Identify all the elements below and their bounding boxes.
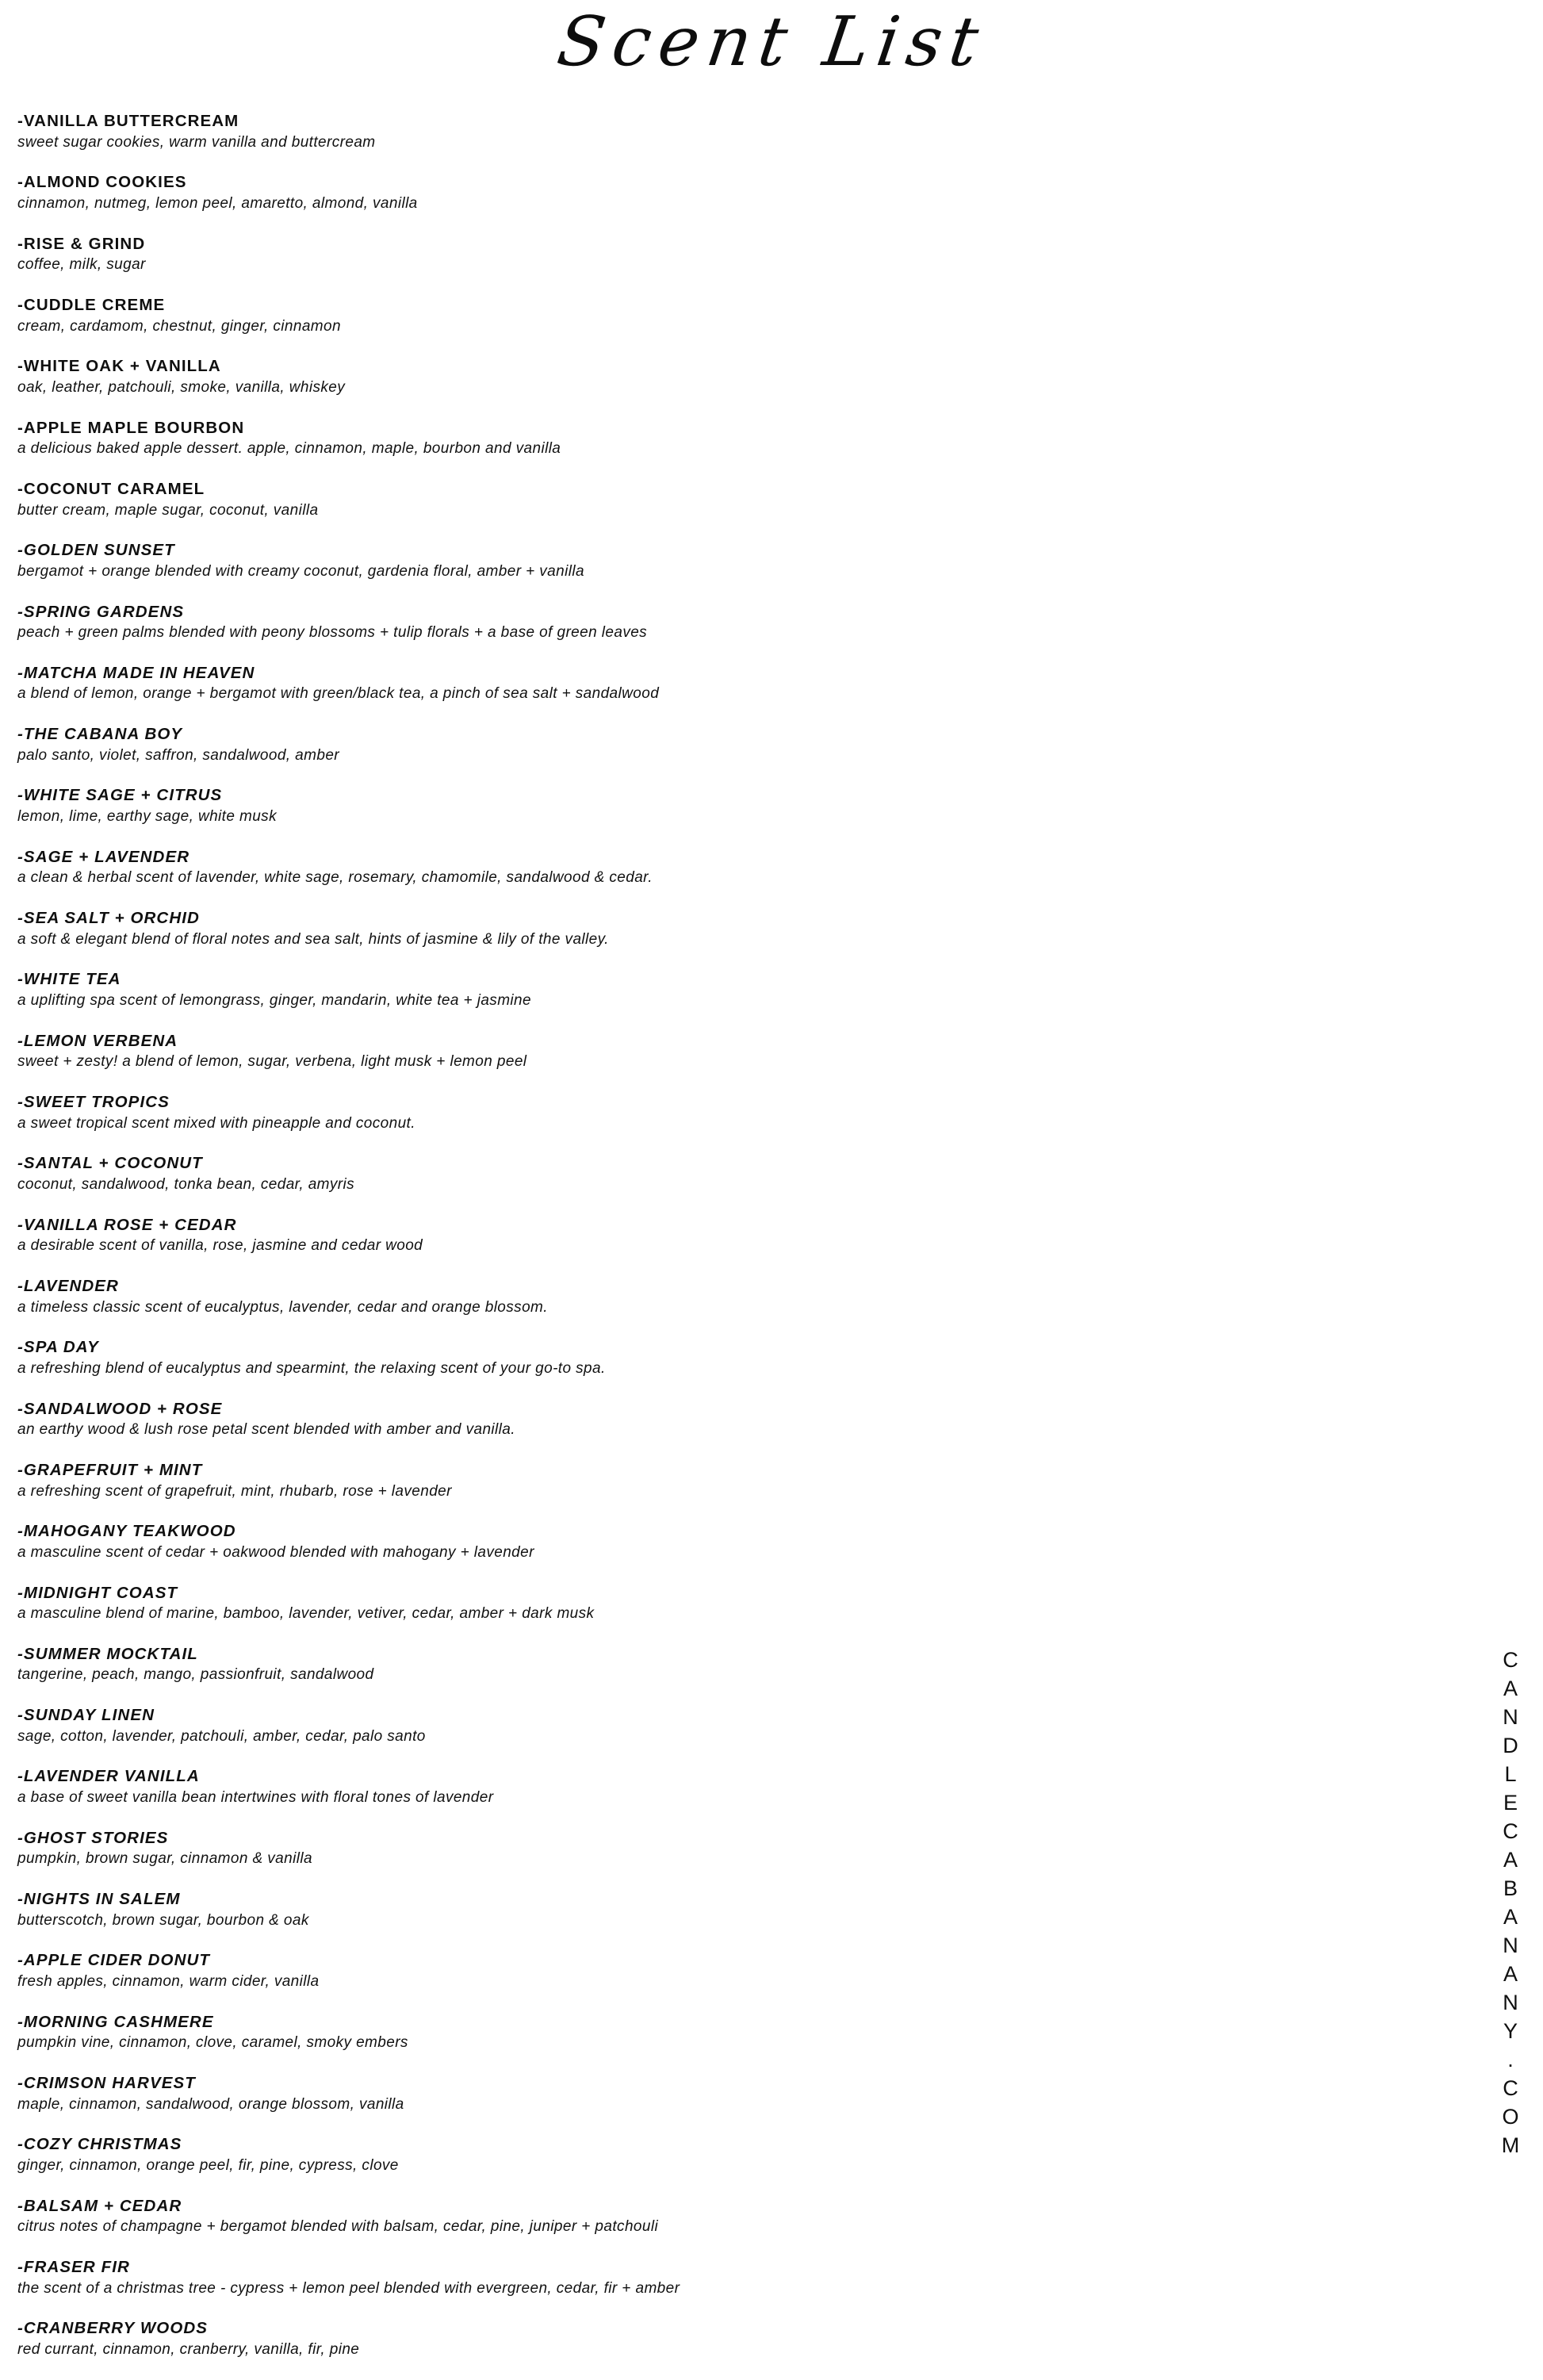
scent-name: -SEA SALT + ORCHID [17,909,200,928]
scent-entry [17,1521,1365,1562]
scent-name: -VANILLA ROSE + CEDAR [17,1215,237,1234]
scent-name: -NIGHTS IN SALEM [17,1890,181,1909]
scent-entry [17,1215,1365,1256]
scent-name: -SUNDAY LINEN [17,1706,155,1725]
scent-entry [17,969,1365,1010]
scent-entry [17,1766,1365,1807]
scent-entry [17,785,1365,826]
scent-entry [17,418,1365,459]
scent-entry [17,2073,1365,2114]
scent-entry [17,663,1365,704]
scent-description: lemon, lime, earthy sage, white musk [17,808,277,826]
scent-description: maple, cinnamon, sandalwood, orange blossom, vanilla [17,2095,404,2113]
scent-entry [17,1092,1365,1133]
scent-description: a blend of lemon, orange + bergamot with green/black tea, a pinch of sea salt + sandalwood [17,685,660,703]
scent-name: -ALMOND COOKIES [17,173,187,192]
scent-name: -SPA DAY [17,1338,99,1357]
scent-name: -VANILLA BUTTERCREAM [17,112,239,130]
scent-name: -SUMMER MOCKTAIL [17,1644,198,1663]
scent-name: -GOLDEN SUNSET [17,541,175,560]
scent-description: a base of sweet vanilla bean intertwines with floral tones of lavender [17,1789,494,1807]
scent-entry [17,1644,1365,1685]
scent-description: red currant, cinnamon, cranberry, vanilla, fir, pine [17,2340,360,2358]
scent-entry [17,172,1365,213]
scent-entry [17,1705,1365,1746]
website-url: CANDLECABANANY.COM [1499,1648,1522,2162]
scent-description: pumpkin, brown sugar, cinnamon & vanilla [17,1850,312,1868]
scent-name: -GHOST STORIES [17,1828,169,1847]
scent-name: -SWEET TROPICS [17,1093,170,1111]
scent-name: -WHITE OAK + VANILLA [17,357,221,376]
scent-description: a desirable scent of vanilla, rose, jasmine and cedar wood [17,1237,423,1255]
scent-entry [17,1828,1365,1869]
scent-description: tangerine, peach, mango, passionfruit, sandalwood [17,1666,374,1684]
scent-description: sweet + zesty! a blend of lemon, sugar, verbena, light musk + lemon peel [17,1053,527,1071]
scent-description: a masculine scent of cedar + oakwood blended with mahogany + lavender [17,1543,534,1561]
scent-description: coffee, milk, sugar [17,256,146,274]
scent-entry [17,1276,1365,1317]
scent-description: a refreshing blend of eucalyptus and spearmint, the relaxing scent of your go-to spa. [17,1359,606,1377]
scent-description: a soft & elegant blend of floral notes and sea salt, hints of jasmine & lily of the valley. [17,930,609,948]
scent-entry [17,1399,1365,1440]
scent-description: a sweet tropical scent mixed with pineapple and coconut. [17,1114,415,1132]
scent-entry [17,1031,1365,1072]
scent-name: -COCONUT CARAMEL [17,479,205,498]
scent-entry [17,1460,1365,1501]
page-header [0,0,1543,103]
scent-description: pumpkin vine, cinnamon, clove, caramel, smoky embers [17,2034,408,2052]
scent-entry [17,2196,1365,2237]
scent-description: butter cream, maple sugar, coconut, vanilla [17,501,319,519]
scent-description: peach + green palms blended with peony blossoms + tulip florals + a base of green leaves [17,624,648,642]
scent-name: -SAGE + LAVENDER [17,847,190,866]
scent-name: -APPLE CIDER DONUT [17,1951,211,1970]
scent-name: -MATCHA MADE IN HEAVEN [17,663,255,682]
page-title: Scent List [552,2,991,82]
scent-entry [17,1153,1365,1194]
scent-description: a uplifting spa scent of lemongrass, ginger, mandarin, white tea + jasmine [17,992,531,1009]
scent-description: palo santo, violet, saffron, sandalwood, amber [17,746,340,764]
scent-entry [17,2134,1365,2175]
scent-name: -GRAPEFRUIT + MINT [17,1460,203,1479]
scent-name: -WHITE TEA [17,970,121,989]
scent-entry [17,1337,1365,1378]
scent-entry [17,908,1365,949]
scent-entry [17,295,1365,336]
scent-description: sweet sugar cookies, warm vanilla and buttercream [17,133,376,151]
scent-name: -COZY CHRISTMAS [17,2135,182,2154]
scent-description: fresh apples, cinnamon, warm cider, vanilla [17,1973,320,1990]
scent-name: -MAHOGANY TEAKWOOD [17,1522,236,1541]
scent-description: an earthy wood & lush rose petal scent blended with amber and vanilla. [17,1421,515,1439]
scent-entry [17,234,1365,275]
scent-name: -FRASER FIR [17,2257,130,2276]
scent-name: -RISE & GRIND [17,234,146,253]
scent-name: -BALSAM + CEDAR [17,2196,182,2215]
scent-description: oak, leather, patchouli, smoke, vanilla, whiskey [17,378,346,396]
scent-entry [17,540,1365,581]
scent-description: a clean & herbal scent of lavender, white sage, rosemary, chamomile, sandalwood & cedar. [17,869,653,887]
scent-entry [17,1889,1365,1930]
scent-entry [17,847,1365,888]
scent-entry [17,2012,1365,2053]
scent-entry [17,2318,1365,2359]
scent-name: -MIDNIGHT COAST [17,1583,178,1602]
scent-name: -MORNING CASHMERE [17,2012,214,2031]
scent-name: -APPLE MAPLE BOURBON [17,418,245,437]
scent-description: sage, cotton, lavender, patchouli, amber, cedar, palo santo [17,1727,426,1745]
scent-name: -SANDALWOOD + ROSE [17,1399,223,1418]
scent-entry [17,724,1365,765]
scent-name: -WHITE SAGE + CITRUS [17,786,223,805]
scent-name: -THE CABANA BOY [17,725,183,744]
scent-entry [17,1583,1365,1624]
scent-description: coconut, sandalwood, tonka bean, cedar, amyris [17,1175,355,1193]
scent-entry [17,602,1365,643]
scent-description: the scent of a christmas tree - cypress + lemon peel blended with evergreen, cedar, fir + amber [17,2279,680,2297]
scent-description: butterscotch, brown sugar, bourbon & oak [17,1911,309,1929]
scent-name: -CRIMSON HARVEST [17,2074,196,2092]
scent-name: -CRANBERRY WOODS [17,2319,209,2338]
scent-entry [17,111,1365,152]
scent-entry [17,2257,1365,2298]
scent-description: a refreshing scent of grapefruit, mint, rhubarb, rose + lavender [17,1482,452,1500]
scent-description: ginger, cinnamon, orange peel, fir, pine, cypress, clove [17,2156,399,2174]
scent-description: a masculine blend of marine, bamboo, lavender, vetiver, cedar, amber + dark musk [17,1605,595,1623]
scent-description: bergamot + orange blended with creamy coconut, gardenia floral, amber + vanilla [17,562,584,580]
scent-description: a timeless classic scent of eucalyptus, lavender, cedar and orange blossom. [17,1298,548,1316]
scent-description: a delicious baked apple dessert. apple, cinnamon, maple, bourbon and vanilla [17,440,561,458]
scent-list [17,111,1365,2380]
scent-name: -LAVENDER [17,1276,119,1295]
scent-name: -LEMON VERBENA [17,1031,178,1050]
scent-description: cinnamon, nutmeg, lemon peel, amaretto, almond, vanilla [17,194,418,212]
scent-name: -SANTAL + COCONUT [17,1154,203,1173]
scent-name: -CUDDLE CREME [17,295,166,314]
scent-entry [17,479,1365,520]
scent-entry [17,356,1365,397]
scent-entry [17,1950,1365,1991]
scent-description: cream, cardamom, chestnut, ginger, cinnamon [17,317,341,335]
scent-name: -SPRING GARDENS [17,602,185,621]
scent-description: citrus notes of champagne + bergamot blended with balsam, cedar, pine, juniper + patchouli [17,2218,659,2236]
scent-name: -LAVENDER VANILLA [17,1767,200,1786]
